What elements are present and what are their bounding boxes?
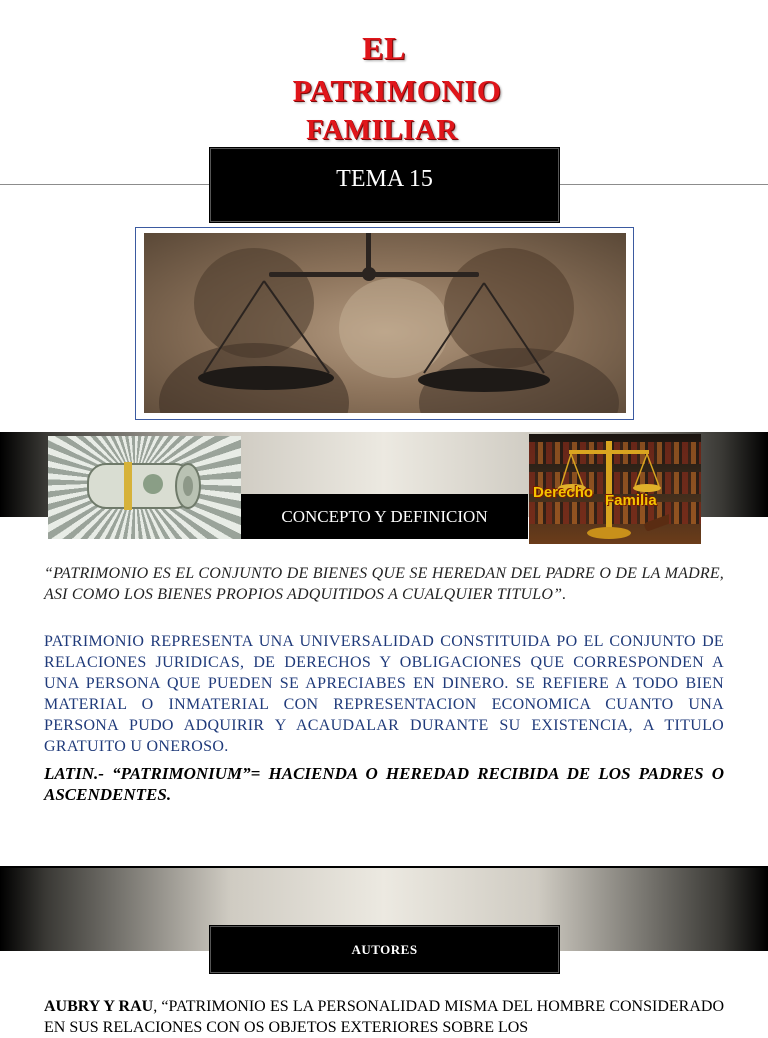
title-line-2: PATRIMONIO bbox=[292, 73, 502, 108]
tema-box bbox=[210, 148, 559, 222]
aubry-paragraph bbox=[44, 996, 724, 1038]
band-top-border bbox=[0, 866, 768, 868]
divider-left bbox=[0, 184, 210, 185]
definition-paragraph: PATRIMONIO REPRESENTA UNA UNIVERSALIDAD CONSTITUIDA PO EL CONJUNTO DE RELACIONES JURIDICAS, DE DERECHOS Y OBLIGACIONES QUE CORRESPONDEN A UNA PERSONA QUE PUEDEN SE APRECIABES EN DINERO. SE REFIERE A TODO BIEN MATERIAL O INMATERIAL CON REPRESENTACION ECONOMICA CUANTO UNA PERSONA PUDO ADQUIRIR Y ACAUDALAR DURANTE SU EXISTENCIA, A TITULO GRATUITO U ONEROSO. bbox=[44, 633, 724, 755]
scale-of-justice-icon bbox=[144, 233, 626, 413]
family-scale-image-frame bbox=[135, 227, 634, 420]
concepto-heading: CONCEPTO Y DEFINICION bbox=[281, 506, 488, 526]
author-quote: , “PATRIMONIO ES LA PERSONALIDAD MISMA DEL HOMBRE CONSIDERADO EN SUS RELACIONES CON OS OBJETOS EXTERIORES SOBRE LOS bbox=[44, 998, 725, 1036]
derecho-familia-image bbox=[529, 434, 701, 544]
quote-paragraph: “PATRIMONIO ES EL CONJUNTO DE BIENES QUE SE HEREDAN DEL PADRE O DE LA MADRE, ASI COMO LOS BIENES PROPIOS ADQUITIDOS A CUALQUIER TITULO”. bbox=[44, 565, 724, 603]
money-roll-icon bbox=[48, 436, 241, 539]
divider-right bbox=[558, 184, 768, 185]
money-image bbox=[48, 436, 241, 539]
tema-label: TEMA 15 bbox=[336, 165, 433, 192]
derecho-label: Derecho bbox=[533, 484, 594, 501]
concepto-heading-box bbox=[241, 494, 528, 539]
author-name: AUBRY Y RAU bbox=[44, 998, 154, 1015]
latin-paragraph: LATIN.- “PATRIMONIUM”= HACIENDA O HEREDAD RECIBIDA DE LOS PADRES O ASCENDENTES. bbox=[44, 764, 724, 804]
autores-heading: AUTORES bbox=[351, 941, 418, 957]
familia-label: Familia bbox=[605, 492, 657, 509]
family-scale-image bbox=[144, 233, 626, 413]
title-line-3: FAMILIAR bbox=[306, 114, 458, 146]
title-line-1: EL bbox=[362, 30, 406, 66]
autores-heading-box bbox=[210, 926, 559, 973]
